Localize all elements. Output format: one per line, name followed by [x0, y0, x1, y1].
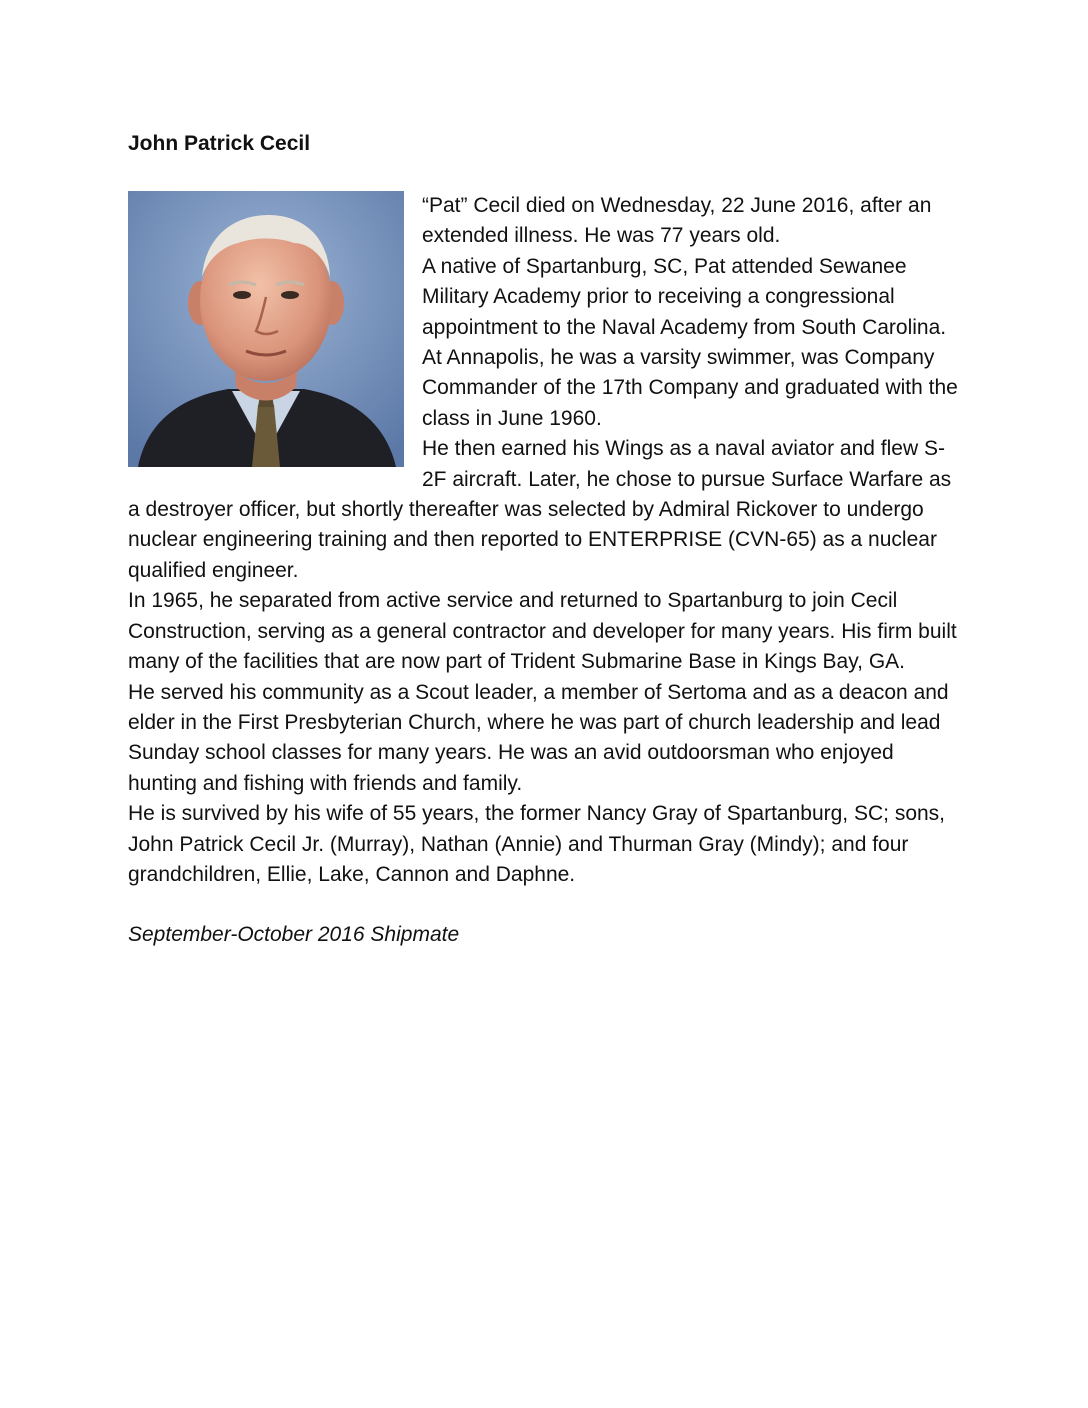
paragraph-civilian-career: In 1965, he separated from active service and returned to Spartanburg to join Cecil Construction, serving as a general contractor and developer for many years. His firm built many of the facilities that are now part of Trident Submarine Base in Kings Bay, GA. — [128, 589, 957, 674]
paragraph-naval-career: He then earned his Wings as a naval aviator and flew S-2F aircraft. Later, he chose to pursue Surface Warfare as a destroyer officer, but shortly thereafter was selected by Admiral Rickover to undergo nuclear engineering training and then reported to ENTERPRISE (CVN-65) as a nuclear qualified engineer. — [128, 437, 952, 582]
publication-signoff: September-October 2016 Shipmate — [128, 923, 460, 947]
paragraph-education: A native of Spartanburg, SC, Pat attended Sewanee Military Academy prior to receiving a congressional appointment to the Naval Academy from South Carolina. At Annapolis, he was a varsity swimmer, was Company Commander of the 17th Company and graduated with the class in June 1960. — [422, 254, 958, 430]
obituary-body — [128, 191, 960, 951]
page-title: John Patrick Cecil — [128, 132, 311, 155]
paragraph-survivors: He is survived by his wife of 55 years, the former Nancy Gray of Spartanburg, SC; sons, John Patrick Cecil Jr. (Murray), Nathan (Annie) and Thurman Gray (Mindy); and four grandchildren, Ellie, Lake, Cannon and Daphne. — [128, 802, 946, 886]
portrait-photo — [128, 191, 404, 467]
paragraph-community: He served his community as a Scout leader, a member of Sertoma and as a deacon and elder in the First Presbyterian Church, where he was part of church leadership and lead Sunday school classes for many years. He was an avid outdoorsman who enjoyed hunting and fishing with friends and family. — [128, 680, 949, 795]
paragraph-death-notice: “Pat” Cecil died on Wednesday, 22 June 2016, after an extended illness. He was 77 years old. — [422, 194, 932, 248]
